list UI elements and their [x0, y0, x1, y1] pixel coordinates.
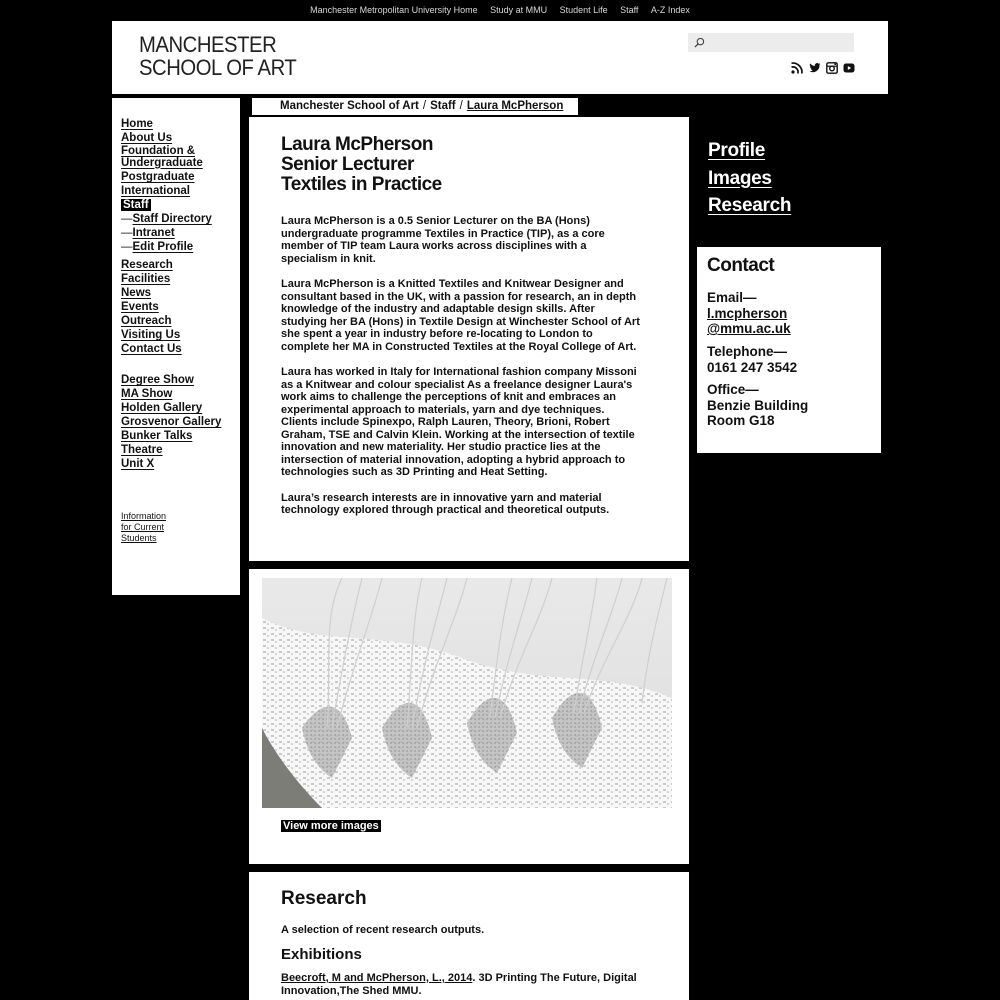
sidebar-link-international[interactable]: International — [121, 185, 191, 197]
sidebar-link-ma-show[interactable]: MA Show — [121, 388, 173, 400]
bio-paragraph: Laura McPherson is a 0.5 Senior Lecturer on the BA (Hons) undergraduate programme Textiles in Practice (TIP), as a core member of TIP team Laura works across disciplines with a specialism in knit. — [281, 215, 605, 265]
sidebar-item-home — [121, 117, 240, 131]
current-students-link[interactable] — [121, 511, 166, 544]
section-link-images[interactable]: Images — [708, 167, 772, 189]
contact-office — [707, 382, 808, 429]
sidebar-link-intranet[interactable]: Intranet — [132, 227, 175, 239]
contact-email — [707, 290, 791, 337]
sidebar-item-staff — [121, 198, 240, 212]
sidebar-link-facilities[interactable]: Facilities — [121, 273, 171, 285]
sidebar-item-bunker-talks — [121, 429, 221, 443]
exhibitions-heading: Exhibitions — [281, 946, 362, 963]
research-output-item — [281, 972, 661, 997]
sidebar-link-news[interactable]: News — [121, 287, 152, 299]
sidebar-item-intranet — [121, 226, 240, 240]
sidebar-item-facilities — [121, 272, 240, 286]
top-nav-mmu-home[interactable]: Manchester Metropolitan University Home — [310, 5, 478, 15]
sidebar-item-events — [121, 300, 240, 314]
sidebar-link-research[interactable]: Research — [121, 259, 173, 271]
top-nav-student-life[interactable]: Student Life — [559, 5, 608, 15]
knit-textile-photo[interactable] — [262, 578, 672, 808]
breadcrumb-school[interactable]: Manchester School of Art — [280, 100, 419, 112]
sidebar-link-contact-us[interactable]: Contact Us — [121, 343, 182, 355]
email-label: Email— — [707, 290, 757, 305]
sidebar-link-degree-show[interactable]: Degree Show — [121, 374, 194, 386]
research-title: Research — [281, 888, 367, 909]
sidebar-item-holden-gallery — [121, 401, 221, 415]
email-link-line-1[interactable]: l.mcpherson — [707, 305, 788, 321]
info-line-2: for Current — [121, 522, 165, 532]
breadcrumb-current[interactable]: Laura McPherson — [466, 100, 564, 112]
telephone-number: 0161 247 3542 — [707, 359, 798, 375]
site-logo[interactable] — [139, 33, 296, 79]
sidebar-item-grosvenor-gallery — [121, 415, 221, 429]
site-header — [112, 21, 888, 94]
sidebar-item-ma-show — [121, 387, 221, 401]
sidebar-item-edit-profile — [121, 240, 240, 254]
sidebar-link-holden-gallery[interactable]: Holden Gallery — [121, 402, 203, 414]
sidebar-link-about-us[interactable]: About Us — [121, 132, 173, 144]
section-link-profile[interactable]: Profile — [708, 140, 766, 161]
section-link-research[interactable]: Research — [708, 195, 792, 216]
sidebar-item-degree-show — [121, 373, 221, 387]
research-subtitle: A selection of recent research outputs. — [281, 924, 485, 936]
sidebar-item-postgraduate — [121, 170, 240, 184]
rss-icon[interactable] — [791, 61, 803, 75]
left-sidebar — [112, 98, 240, 595]
research-output-text: . 3D Printing The Future, Digital Innovation,The Shed MMU. — [281, 972, 637, 997]
office-building: Benzie Building — [707, 397, 809, 413]
logo-line-1: MANCHESTER — [139, 32, 277, 57]
contact-box — [697, 247, 881, 453]
main-nav — [121, 117, 240, 356]
top-nav-az-index[interactable]: A-Z Index — [650, 5, 690, 15]
instagram-icon[interactable] — [826, 61, 838, 75]
twitter-icon[interactable] — [809, 61, 821, 75]
profile-name: Laura McPherson — [281, 134, 433, 155]
sidebar-link-events[interactable]: Events — [121, 301, 159, 313]
telephone-label: Telephone— — [707, 344, 788, 359]
sidebar-link-visiting-us[interactable]: Visiting Us — [121, 329, 181, 341]
sidebar-item-foundation-undergraduate — [121, 145, 240, 170]
bio-paragraph: Laura’s research interests are in innovative yarn and material technology explored through practical and theoretical outputs. — [281, 491, 610, 516]
sidebar-item-research — [121, 258, 240, 272]
sidebar-item-visiting-us — [121, 328, 240, 342]
research-output-link[interactable]: Beecroft, M and McPherson, L., 2014 — [281, 972, 473, 984]
bio-paragraph: Laura has worked in Italy for International fashion company Missoni as a Knitwear and colour specialist As a freelance designer Laura's work aims to challenge the perceptions of knit and embraces an experimental approach to materials, yarn and dye techniques. Clients include Spinexpo, Ralph Lauren, Theory, Brioni, Robert Graham, TSE and Calvin Klein. Working at the intersection of textile innovation and new materiality. Her studio practice lies at the intersection of material innovation, adopting a hybrid approach to technologies such as 3D Printing and Heat Setting. — [281, 366, 637, 478]
breadcrumb-separator: / — [459, 100, 463, 112]
breadcrumb-separator: / — [422, 100, 427, 112]
youtube-icon[interactable] — [843, 61, 855, 75]
sidebar-link-edit-profile[interactable]: Edit Profile — [132, 241, 194, 253]
sidebar-item-unit-x — [121, 457, 221, 471]
sidebar-item-theatre — [121, 443, 221, 457]
sidebar-link-outreach[interactable]: Outreach — [121, 315, 172, 327]
logo-line-2: SCHOOL OF ART — [139, 55, 297, 80]
contact-telephone — [707, 344, 797, 375]
office-label: Office— — [707, 382, 759, 397]
sidebar-link-unit-x[interactable]: Unit X — [121, 458, 155, 470]
sidebar-item-news — [121, 286, 240, 300]
bio-paragraph: Laura McPherson is a Knitted Textiles and Knitwear Designer and consultant based in the UK, with a passion for research, an in depth knowledge of the industry and adaptable design skills. After studying her BA (Hons) in Textile Design at Winchester School of Art she spent a year in industry before re-locating to London to complete her MA in Constructed Textiles at the Royal College of Art. — [281, 278, 640, 353]
research-card — [249, 872, 689, 1000]
galleries-nav — [121, 373, 221, 471]
sidebar-link-staff[interactable]: Staff — [123, 199, 149, 211]
top-nav — [0, 0, 1000, 21]
sidebar-link-grosvenor-gallery[interactable]: Grosvenor Gallery — [121, 416, 222, 428]
profile-card — [249, 117, 689, 561]
contact-title: Contact — [707, 255, 775, 276]
sidebar-item-contact-us — [121, 342, 240, 356]
profile-programme: Textiles in Practice — [281, 174, 442, 195]
search-input[interactable] — [688, 33, 854, 52]
profile-title — [281, 135, 442, 195]
sidebar-item-outreach — [121, 314, 240, 328]
email-link-line-2[interactable]: @mmu.ac.uk — [707, 321, 791, 336]
breadcrumb-staff[interactable]: Staff — [430, 100, 456, 112]
top-nav-staff[interactable]: Staff — [620, 5, 639, 15]
profile-section-nav — [708, 137, 791, 220]
search-icon — [694, 37, 705, 48]
sidebar-link-staff-directory[interactable]: Staff Directory — [132, 213, 212, 225]
profile-role: Senior Lecturer — [281, 154, 414, 175]
info-line-3: Students — [121, 533, 157, 543]
sidebar-link-theatre[interactable]: Theatre — [121, 444, 163, 456]
sidebar-link-home[interactable]: Home — [121, 118, 153, 130]
sidebar-item-about-us — [121, 131, 240, 145]
images-card — [249, 569, 689, 864]
view-more-images-button[interactable]: View more images — [283, 820, 379, 832]
top-nav-study[interactable]: Study at MMU — [490, 5, 548, 15]
sidebar-link-bunker-talks[interactable]: Bunker Talks — [121, 430, 193, 442]
breadcrumb — [252, 98, 578, 115]
sidebar-link-foundation-undergraduate[interactable]: Foundation & Undergraduate — [121, 145, 203, 169]
info-line-1: Information — [121, 511, 167, 521]
office-room: Room G18 — [707, 413, 775, 428]
sidebar-item-staff-directory — [121, 212, 240, 226]
profile-bio — [281, 215, 641, 530]
sidebar-item-international — [121, 184, 240, 198]
sidebar-link-postgraduate[interactable]: Postgraduate — [121, 171, 195, 183]
knit-textile-image — [262, 578, 672, 808]
